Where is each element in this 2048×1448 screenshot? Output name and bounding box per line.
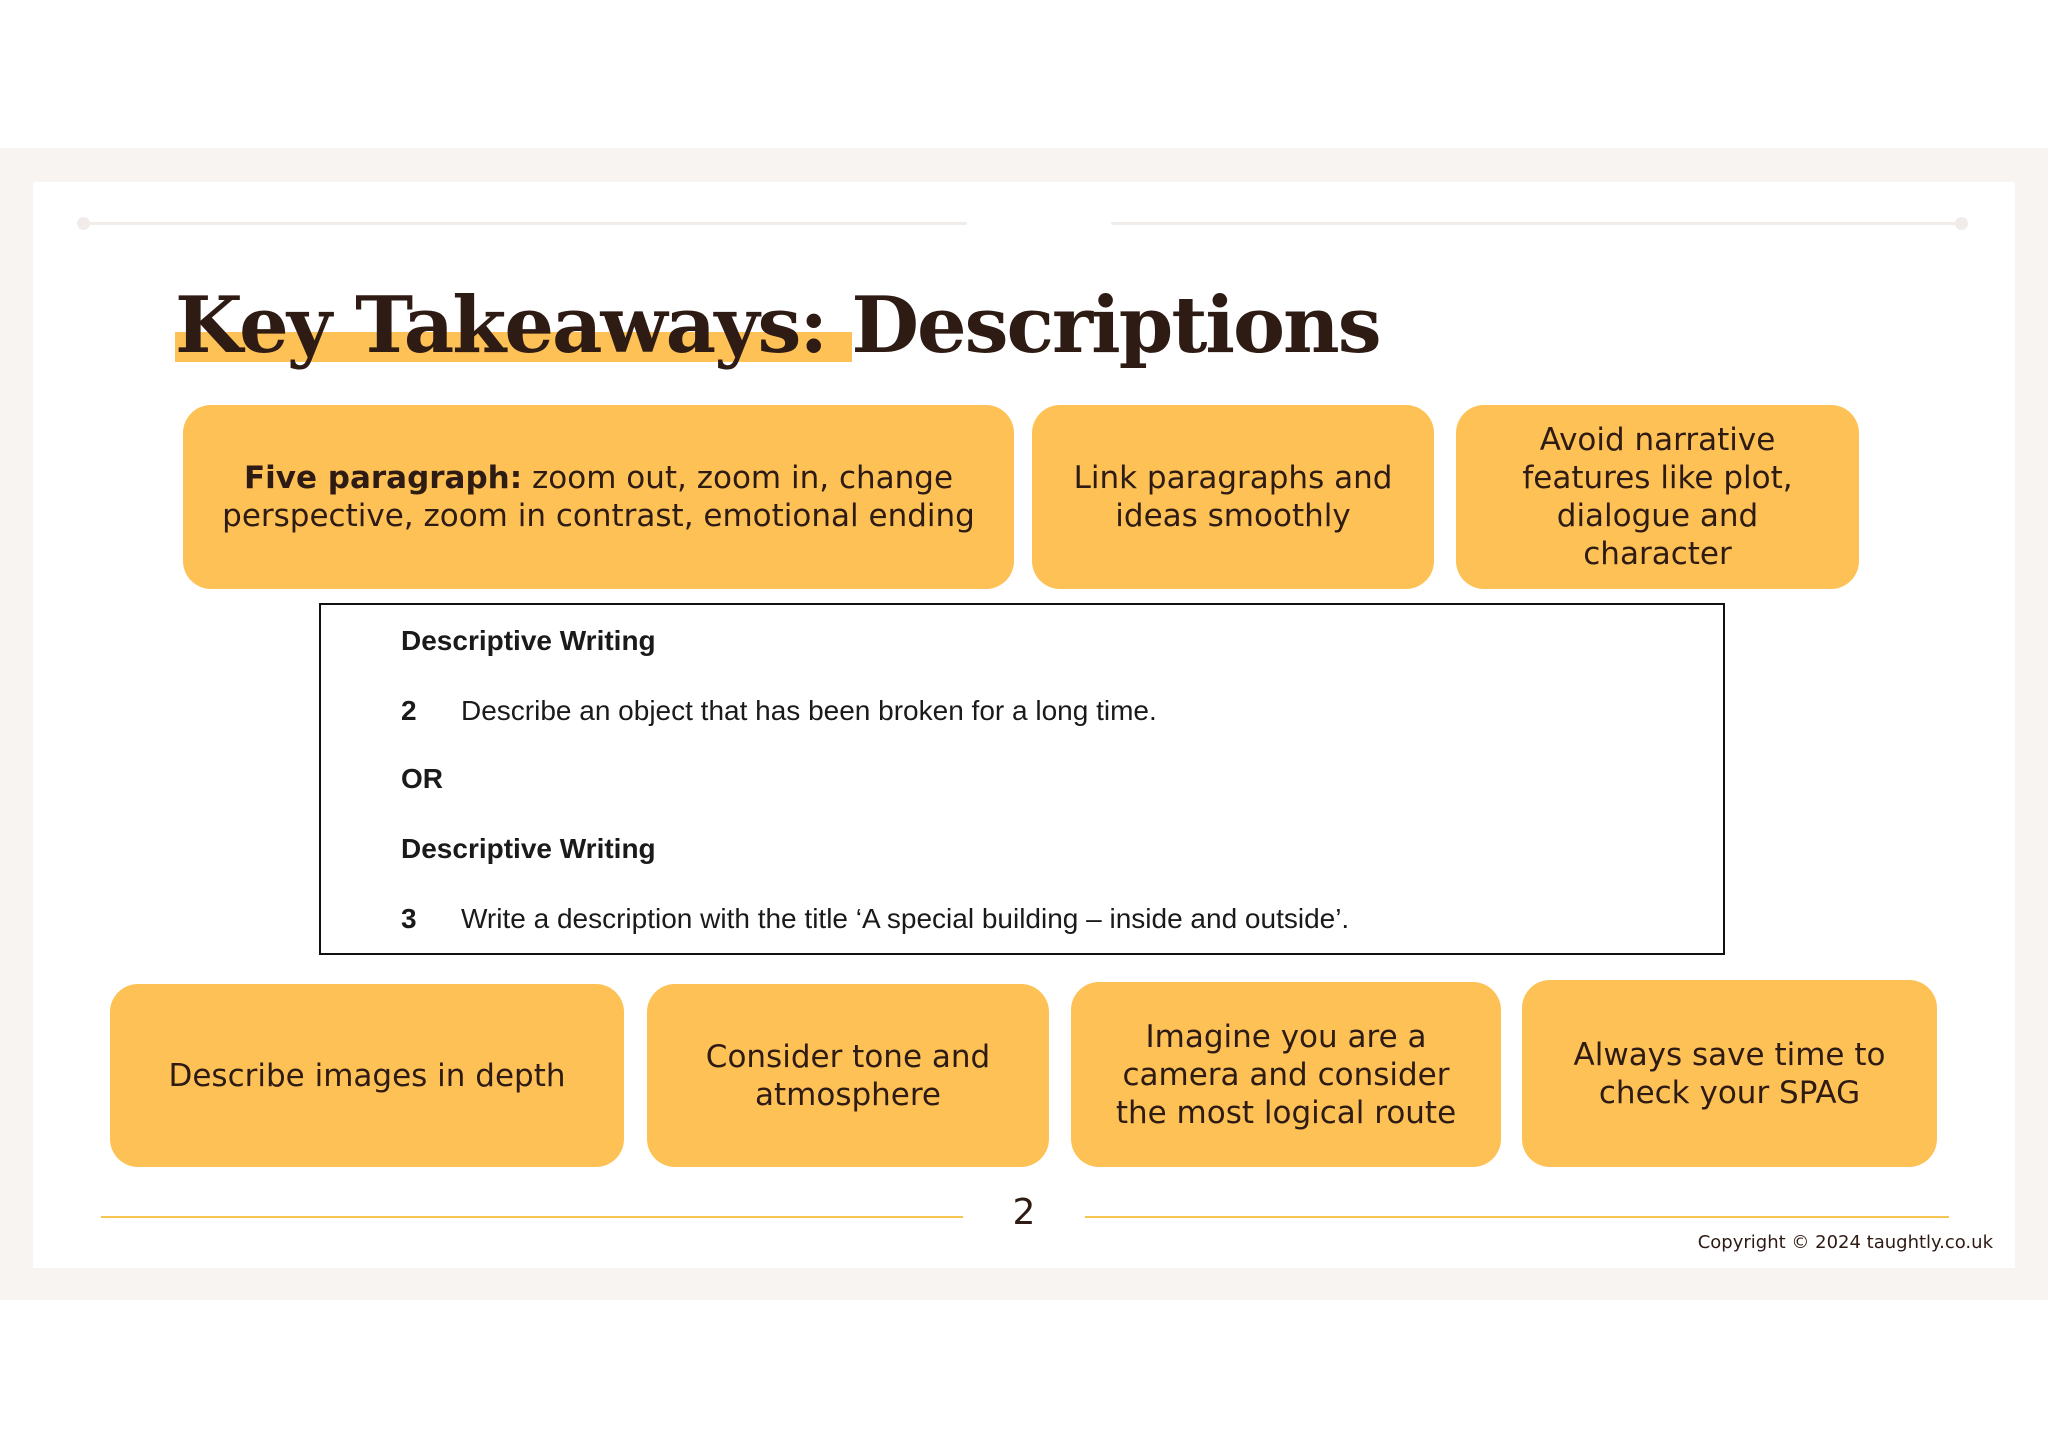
takeaway-card-camera-route (1071, 982, 1501, 1167)
takeaway-card-avoid-narrative (1456, 405, 1859, 589)
footer-rule-right (1085, 1216, 1949, 1218)
takeaway-card-text: Link paragraphs and ideas smoothly (1073, 460, 1393, 534)
page-title: Key Takeaways: Descriptions (175, 280, 1380, 371)
top-rule-right (1111, 222, 1967, 225)
exam-heading-2: Descriptive Writing (401, 833, 656, 864)
takeaway-card-text: Consider tone and atmosphere (705, 1038, 991, 1113)
exam-question-text-3: Write a description with the title ‘A special building – inside and outside’. (461, 903, 1350, 934)
takeaway-card-text: Avoid narrative features like plot, dialogue and character (1522, 422, 1793, 572)
page-number: 2 (1012, 1192, 1036, 1233)
takeaway-card-text: Imagine you are a camera and consider the most logical route (1115, 1018, 1457, 1131)
top-rule-left (79, 222, 967, 225)
takeaway-card-rest: zoom out, zoom in, change perspective, zoom in contrast, emotional ending (222, 460, 975, 534)
takeaway-card-check-spag (1522, 980, 1937, 1167)
exam-or-label: OR (401, 763, 443, 794)
exam-question-text-2: Describe an object that has been broken for a long time. (461, 695, 1157, 726)
takeaway-card-text: Describe images in depth (168, 1057, 566, 1094)
exam-question-box (319, 603, 1725, 955)
exam-heading-1: Descriptive Writing (401, 625, 656, 656)
title-block (175, 274, 1380, 384)
takeaway-card-describe-images (110, 984, 624, 1167)
copyright-notice: Copyright © 2024 taughtly.co.uk (1697, 1232, 1993, 1253)
exam-question-number-3: 3 (401, 903, 417, 934)
takeaway-card-text (205, 459, 992, 535)
takeaway-card-bold: Five paragraph: (243, 460, 523, 496)
takeaway-card-five-paragraph (183, 405, 1014, 589)
takeaway-card-text: Always save time to check your SPAG (1573, 1036, 1886, 1111)
footer-rule-left (101, 1216, 963, 1218)
slide (33, 182, 2015, 1268)
top-rule-dot-right (1955, 217, 1968, 230)
takeaway-card-tone-atmosphere (647, 984, 1049, 1167)
takeaway-card-link-paragraphs (1032, 405, 1434, 589)
exam-question-number-2: 2 (401, 695, 417, 726)
